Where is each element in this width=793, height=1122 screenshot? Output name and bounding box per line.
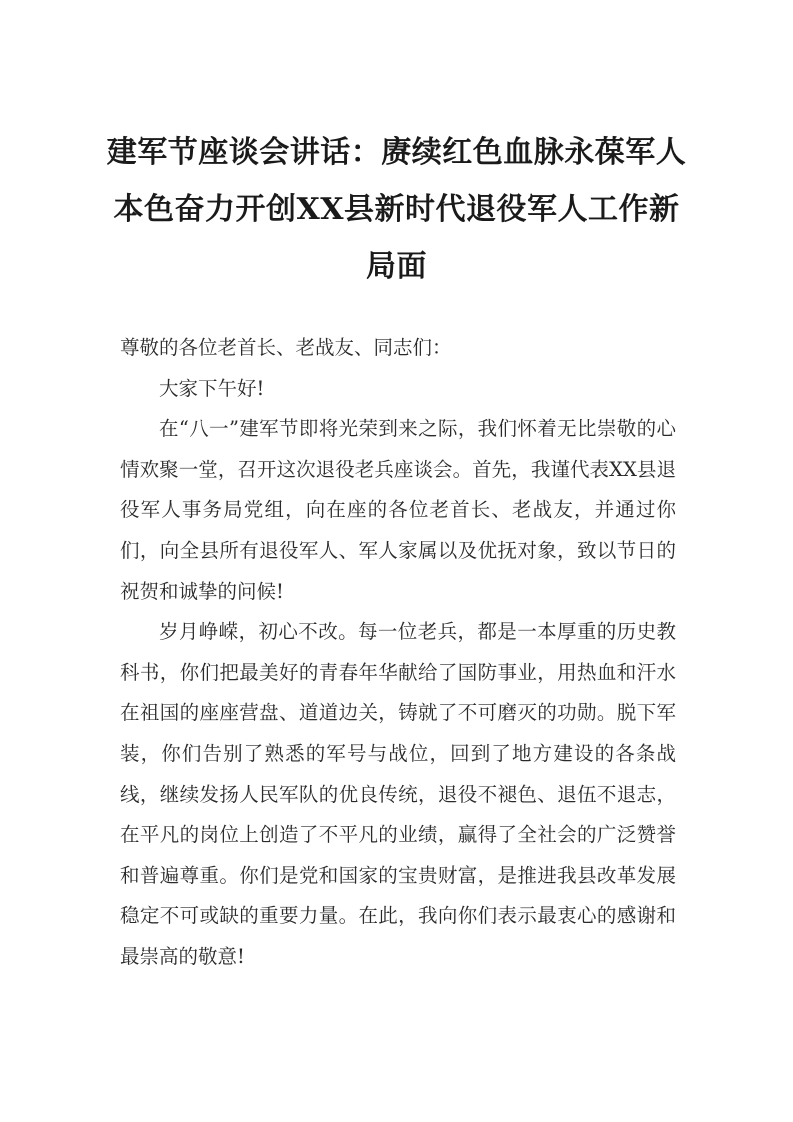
salutation: 尊敬的各位老首长、老战友、同志们： [120,336,452,359]
paragraph-opening: 在“八一”建军节即将光荣到来之际，我们怀着无比崇敬的心情欢聚一堂，召开这次退役老兵座谈会。首先，我谨代表XX县退役军人事务局党组，向在座的各位老首长、老战友，并通过你们，向全县所有退役军人、军人家属以及优抚对象，致以节日的祝贺和诚挚的问候! [120,417,676,603]
paragraph-greeting: 大家下午好! [159,376,265,400]
document-body [120,328,676,978]
paragraph-tribute: 岁月峥嵘，初心不改。每一位老兵，都是一本厚重的历史教科书，你们把最美好的青春年华献给了国防事业，用热血和汗水在祖国的座座营盘、道道边关，铸就了不可磨灭的功勋。脱下军装，你们告别了熟悉的军号与战位，回到了地方建设的各条战线，继续发扬人民军队的优良传统，退役不褪色、退伍不退志，在平凡的岗位上创造了不平凡的业绩，赢得了全社会的广泛赞誉和普遍尊重。你们是党和国家的宝贵财富，是推进我县改革发展稳定不可或缺的重要力量。在此，我向你们表示最衷心的感谢和最崇高的敬意! [120,620,676,968]
document-title: 建军节座谈会讲话：赓续红色血脉永葆军人本色奋力开创XX县新时代退役军人工作新局面 [106,135,687,284]
